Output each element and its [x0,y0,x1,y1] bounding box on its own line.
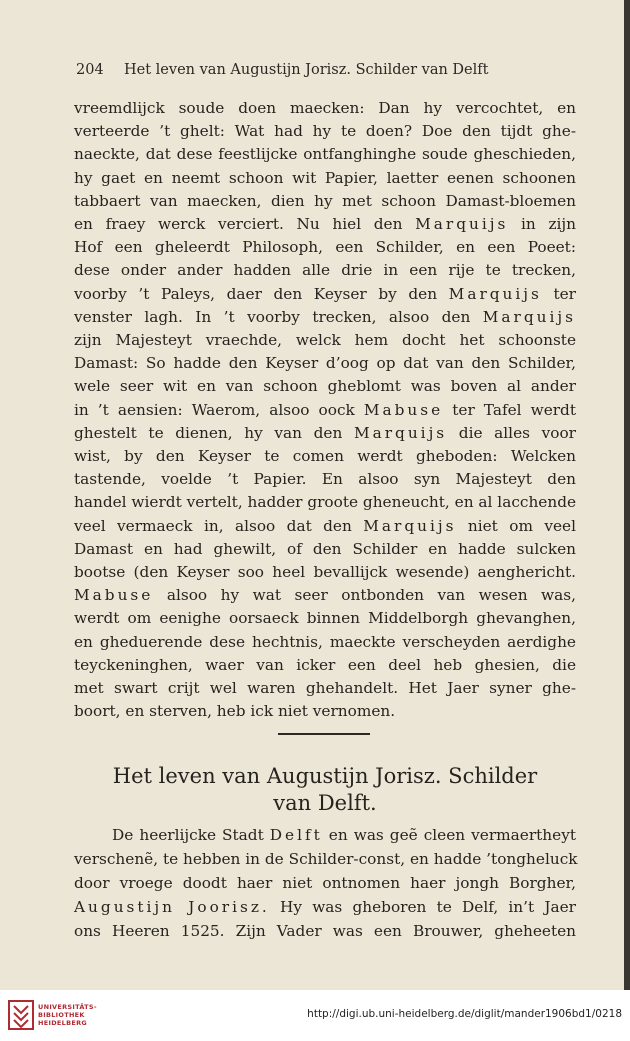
text-line [74,631,576,654]
text-line [74,538,576,561]
text-segment: hy gaet en neemt schoon wit Papier, laetter eenen schoonen [74,168,576,187]
section-divider [278,733,370,735]
text-segment: in ’t aensien: Waerom, alsoo oock [74,400,364,419]
text-segment: ter Tafel werdt [443,400,576,419]
text-segment: verteerde ’t ghelt: Wat had hy te doen? Doe den tijdt ghe- [74,122,576,141]
text-segment: en gheduerende dese hechtnis, maeckte verscheyden aerdighe [74,632,576,651]
text-segment: Damast en had ghewilt, of den Schilder en hadde sulcken [74,539,576,558]
section-title-line-1: Het leven van Augustijn Jorisz. Schilder [112,764,538,788]
spaced-name: Marquijs [363,516,457,535]
text-line [74,515,576,538]
running-title: Het leven van Augustijn Jorisz. Schilder van Delft [124,62,489,78]
text-segment: wele seer wit en van schoon gheblomt was boven al ander [74,377,576,396]
text-line [74,329,576,352]
text-line [74,259,576,282]
text-segment: ter [541,284,576,303]
text-line [74,190,576,213]
spaced-name: Mabuse [74,586,154,605]
text-line [74,677,576,700]
text-line [74,283,576,306]
text-line [74,375,576,398]
text-segment: in zijn [508,215,577,234]
logo-text-line: BIBLIOTHEK [38,1011,85,1019]
text-segment: Hy was gheboren te Delf, in’t Jaer [269,898,576,916]
text-line [74,654,576,677]
running-header [76,62,546,78]
spaced-name: Delft [269,826,323,844]
footer-bar [0,990,630,1041]
text-line [74,143,576,166]
source-url-link[interactable]: http://digi.ub.uni-heidelberg.de/diglit/mander1906bd1/0218 [307,1008,622,1020]
text-segment: dese onder ander hadden alle drie in een rije te trecken, [74,261,576,280]
logo-text-line: UNIVERSITÄTS- [38,1003,97,1011]
section-text [74,823,576,943]
body-text [74,97,576,723]
spaced-name: Marquijs [482,307,576,326]
text-line [74,584,576,607]
text-segment: De heerlijcke Stadt [112,826,270,844]
text-line [74,847,576,871]
text-segment: boort, en sterven, heb ick niet vernomen. [74,702,396,721]
text-line [74,561,576,584]
text-line [74,97,576,120]
text-segment: verschenẽ, te hebben in de Schilder-const, en hadde ’tongheluck [74,850,578,868]
text-line [74,871,576,895]
text-segment: Hof een gheleerdt Philosoph, een Schilder, en een Poeet: [74,238,576,257]
text-segment: niet om veel [456,516,576,535]
text-segment: Damast: So hadde den Keyser d’oog op dat van den Schilder, [74,354,576,373]
text-segment: teyckeninghen, waer van icker een deel heb ghesien, die [74,655,576,674]
text-segment: ghestelt te dienen, hy van den [74,423,354,442]
text-segment: en fraey werck verciert. Nu hiel den [74,215,416,234]
text-segment: handel wierdt vertelt, hadder groote gheneucht, en al lacchende [74,493,577,512]
text-line [74,468,576,491]
text-segment: alsoo hy wat seer ontbonden van wesen was, [153,586,576,605]
spaced-name: Mabuse [363,400,444,419]
text-segment: werdt om eenighe oorsaeck binnen Middelborgh ghevanghen, [74,609,576,628]
text-segment: naeckte, dat dese feestlijcke ontfanghinghe soude gheschieden, [74,145,576,164]
text-segment: voorby ’t Paleys, daer den Keyser by den [74,284,449,303]
text-segment: met swart crijt wel waren ghehandelt. Het Jaer syner ghe- [74,679,576,698]
text-segment: die alles voor [447,423,576,442]
text-line [74,607,576,630]
page-number: 204 [76,62,104,78]
text-line [74,919,576,943]
logo-text-line: HEIDELBERG [38,1019,88,1027]
university-library-logo-icon [8,1000,34,1030]
library-logo-text [38,1003,97,1027]
text-segment: vreemdlijck soude doen maecken: Dan hy vercochtet, en [74,99,576,117]
text-line [74,422,576,445]
text-line [74,700,576,723]
text-segment: door vroege doodt haer niet ontnomen haer jongh Borgher, [74,874,576,892]
spaced-name: Marquijs [353,423,448,442]
text-segment: veel vermaeck in, alsoo dat den [74,516,364,535]
text-segment: venster lagh. In ’t voorby trecken, alsoo den [74,307,483,326]
text-segment: tastende, voelde ’t Papier. En alsoo syn Majesteyt den [74,470,576,489]
spaced-name: Augustijn Joorisz. [74,898,270,916]
text-line [74,167,576,190]
text-segment: bootse (den Keyser soo heel bevallijck wesende) aenghericht. [74,563,576,582]
text-segment: tabbaert van maecken, dien hy met schoon Damast-bloemen [74,191,576,210]
text-line [74,120,576,143]
text-segment: en was geẽ cleen vermaertheyt [322,826,576,844]
spaced-name: Marquijs [415,215,509,234]
section-title-line-2: van Delft. [273,791,377,815]
text-line [74,823,576,847]
text-line [74,213,576,236]
section-title [74,763,576,817]
text-line [74,306,576,329]
spaced-name: Marquijs [448,284,542,303]
text-line [74,399,576,422]
text-line [74,491,576,514]
text-segment: wist, by den Keyser te comen werdt gheboden: Welcken [74,447,576,466]
text-line [74,352,576,375]
text-line [74,445,576,468]
text-line [74,895,576,919]
text-segment: ons Heeren 1525. Zijn Vader was een Brouwer, gheheeten [74,922,576,940]
text-segment: zijn Majesteyt vraechde, welck hem docht het schoonste [74,331,576,350]
text-line [74,236,576,259]
